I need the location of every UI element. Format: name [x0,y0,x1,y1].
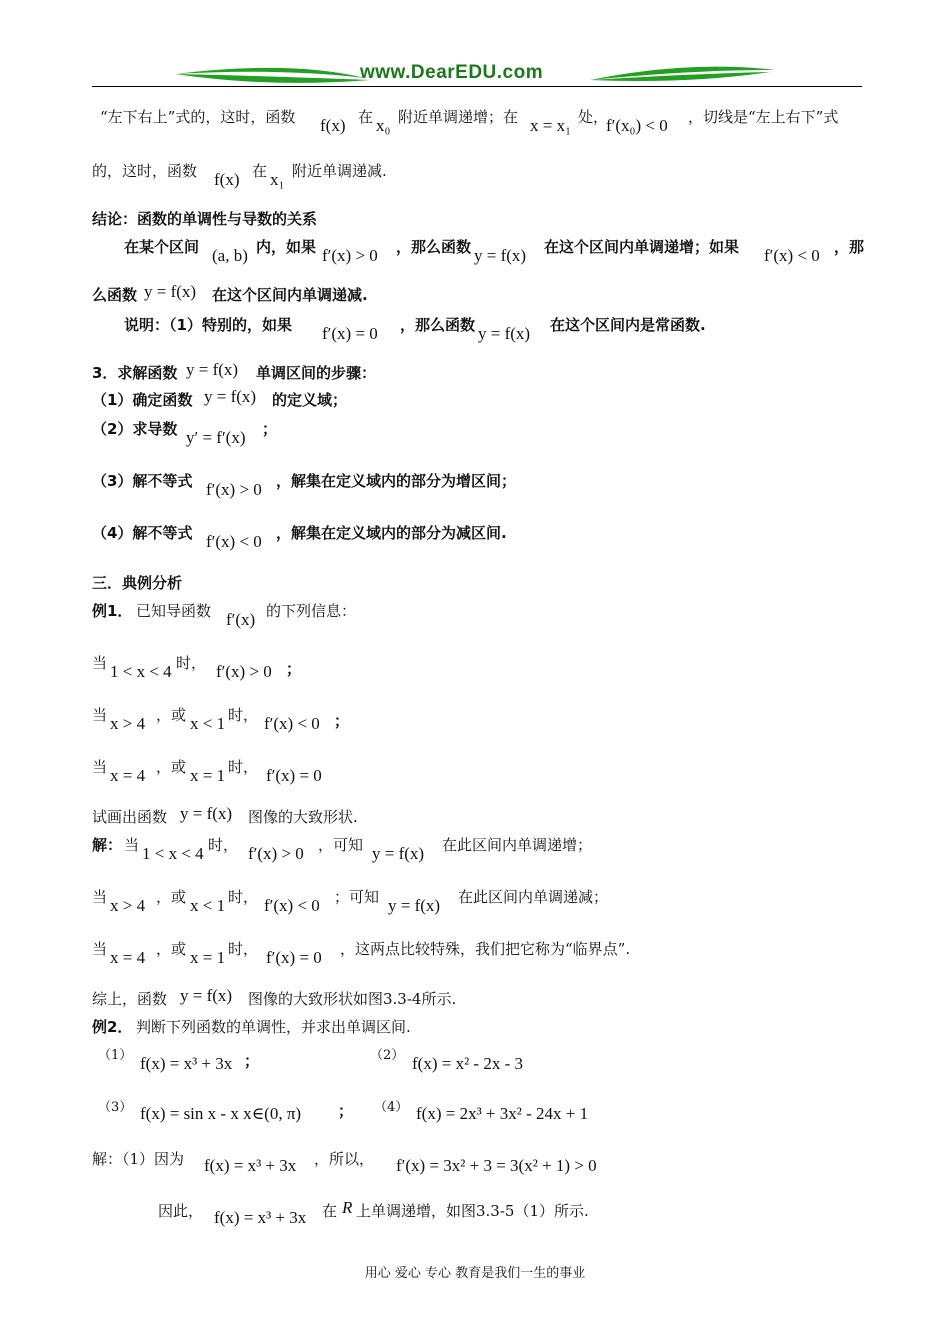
math: 1 < x < 4 [142,844,204,863]
math: f′(x) > 0 [206,480,262,499]
math: f′(x) > 0 [216,662,272,681]
text: 上单调递增，如图3.3-5（1）所示. [356,1202,589,1220]
math: y′ = f′(x) [186,428,246,447]
math: f′(x) > 0 [322,246,378,265]
math: y = f(x) [144,282,197,301]
text: 么函数 [92,286,138,304]
step-2: （2）求导数 [92,420,178,438]
text: ； [262,420,278,438]
text: 在这个区间内单调递减. [212,286,368,304]
math: x < 1 [190,714,226,733]
math: f(x) = 2x³ + 3x² - 24x + 1 [416,1104,589,1123]
conclusion-title: 结论：函数的单调性与导数的关系 [92,210,318,228]
math: y = f(x) [388,896,441,915]
text: 因此， [158,1202,204,1220]
math: 1 < x < 4 [110,662,172,681]
math: y = f(x) [180,804,233,823]
steps-title: 3．求解函数 [92,364,178,382]
text: ； [334,712,350,730]
text: 时， [228,706,259,724]
text: 当 [92,654,108,672]
math: x < 1 [190,896,226,915]
problem-number: （1） [98,1048,133,1063]
text: ，可知 [318,836,364,854]
text: 说明：（1）特别的，如果 [124,316,292,334]
text: 处， [578,108,609,126]
text: 附近单调递减. [292,162,387,180]
text: ，所以， [314,1150,375,1168]
text: 当 [124,836,140,854]
text: ； [244,1052,260,1070]
text: ，或 [156,940,187,958]
text: 的定义域； [272,391,348,409]
text: 时， [228,888,259,906]
text: 在此区间内单调递增； [442,836,593,854]
math: f′(x) = 0 [266,766,322,785]
text: 时， [208,836,239,854]
text: 的，这时，函数 [92,162,198,180]
math: x > 4 [110,896,146,915]
text: 时， [176,654,207,672]
example-2-label: 例2． [92,1018,133,1036]
math: f′(x) = 0 [322,324,378,343]
math: f′(x) [226,610,256,629]
problem-number: （4） [374,1100,409,1115]
math: x = x₁ [530,116,572,135]
text: 当 [92,888,108,906]
math: x₀ [376,116,391,135]
math: x = 1 [190,766,226,785]
math: x = 4 [110,766,146,785]
text: 在这个区间内单调递增；如果 [544,238,740,256]
text: 时， [228,940,259,958]
math: f(x) = x² - 2x - 3 [412,1054,523,1073]
math: f(x) = x³ + 3x [140,1054,233,1073]
text: 解：（1）因为 [92,1150,185,1168]
text: 在此区间内单调递减； [458,888,609,906]
text: ，这两点比较特殊，我们把它称为“临界点”. [340,940,631,958]
text: 在 [252,162,268,180]
example-1-label: 例1． [92,602,133,620]
math: R [342,1198,353,1217]
text: 判断下列函数的单调性，并求出单调区间. [136,1018,411,1036]
text: 当 [92,758,108,776]
text: 已知导函数 [136,602,212,620]
text: 在 [358,108,374,126]
math: x₁ [270,170,285,189]
math: y = f(x) [478,324,531,343]
section-title: 三．典例分析 [92,574,183,592]
text: 时， [228,758,259,776]
text: 内，如果 [256,238,317,256]
text: ，或 [156,706,187,724]
math: f(x) = x³ + 3x [204,1156,297,1175]
text: 在某个区间 [124,238,200,256]
text: ；可知 [334,888,380,906]
text: 在这个区间内是常函数. [550,316,706,334]
text: ，或 [156,758,187,776]
math: f(x) = x³ + 3x [214,1208,307,1227]
math: f′(x) > 0 [248,844,304,863]
math: y = f(x) [204,387,257,406]
math: y = f(x) [474,246,527,265]
text: 附近单调递增；在 [398,108,519,126]
math: x = 4 [110,948,146,967]
text: ，那么函数 [396,238,472,256]
text: ； [338,1102,354,1120]
text: ，那么函数 [400,316,476,334]
text: 的下列信息： [266,602,357,620]
math: f′(x) < 0 [206,532,262,551]
step-3: （3）解不等式 [92,472,193,490]
site-logo-text: www.DearEDU.com [360,62,544,83]
text: ； [286,660,302,678]
text: 当 [92,706,108,724]
header-rule [92,86,862,87]
text: 图像的大致形状. [248,808,358,826]
text: 在 [322,1202,338,1220]
math: f′(x) < 0 [264,896,320,915]
math: y = f(x) [180,986,233,1005]
text: 综上，函数 [92,990,168,1008]
text: ，解集在定义域内的部分为增区间； [276,472,517,490]
math: f′(x) < 0 [264,714,320,733]
step-4: （4）解不等式 [92,524,193,542]
text: ，那 [834,238,865,256]
math: f(x) [214,170,240,189]
math: f′(x) = 3x² + 3 = 3(x² + 1) > 0 [396,1156,597,1175]
text: 当 [92,940,108,958]
step-1: （1）确定函数 [92,391,193,409]
math: f′(x₀) < 0 [606,116,668,135]
solution-label: 解： [92,836,123,854]
text: 试画出函数 [92,808,168,826]
math: f(x) [320,116,346,135]
text: ，解集在定义域内的部分为减区间. [276,524,507,542]
math: x = 1 [190,948,226,967]
text: 单调区间的步骤： [256,364,377,382]
text: 图像的大致形状如图3.3-4所示. [248,990,457,1008]
math: f′(x) = 0 [266,948,322,967]
math: y = f(x) [372,844,425,863]
math: x > 4 [110,714,146,733]
page-footer: 用心 爱心 专心 教育是我们一生的事业 [364,1266,586,1281]
text: ，切线是“左上右下”式 [688,108,839,126]
problem-number: （3） [98,1100,133,1115]
text: ，或 [156,888,187,906]
problem-number: （2） [370,1048,405,1063]
text: “左下右上”式的，这时，函数 [100,108,296,126]
math: f(x) = sin x - x x∈(0, π) [140,1104,302,1123]
math: f′(x) < 0 [764,246,820,265]
math: y = f(x) [186,360,239,379]
math: (a, b) [212,246,248,265]
